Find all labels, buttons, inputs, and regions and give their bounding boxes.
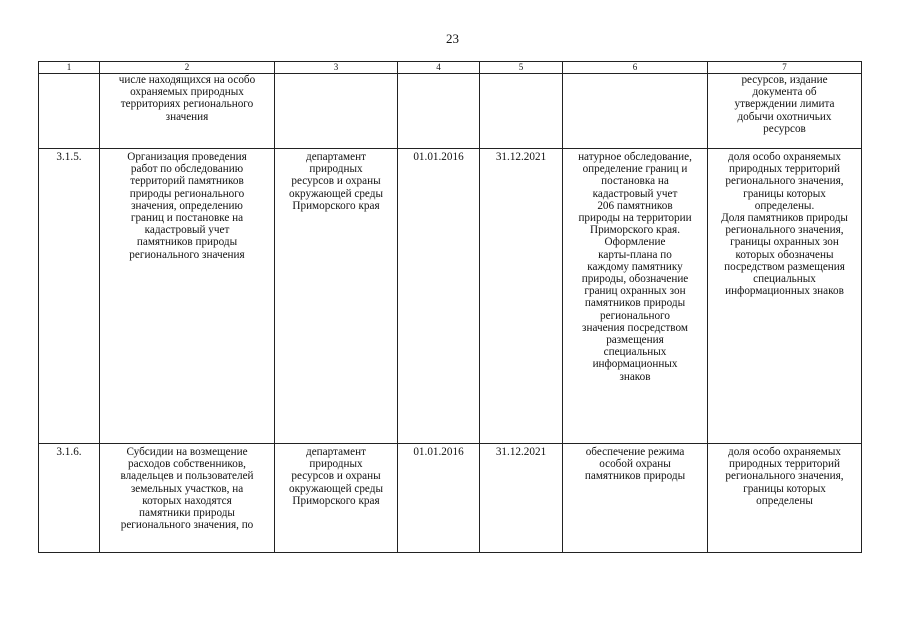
- table-row: [39, 149, 862, 444]
- cell-line: карты-плана по: [598, 248, 672, 261]
- indicator: [708, 444, 862, 553]
- cell-line: природных: [309, 458, 363, 471]
- cell-line: добычи охотничьих: [737, 110, 832, 123]
- page-number: 23: [446, 31, 459, 46]
- cell-line: значения: [165, 110, 209, 123]
- measure-name: [100, 444, 275, 553]
- column-number: 7: [708, 62, 862, 74]
- cell-line: кадастровый учет: [144, 224, 230, 237]
- cell-line: ресурсов и охраны: [291, 470, 381, 483]
- end-date: 31.12.2021: [480, 149, 563, 444]
- cell-line: земельных участков, на: [130, 482, 244, 495]
- table-row: [39, 74, 862, 149]
- cell-line: границ охранных зон: [584, 285, 686, 298]
- cell-line: утверждении лимита: [734, 98, 835, 111]
- column-number: 4: [398, 62, 480, 74]
- cell-line: природных: [309, 163, 363, 176]
- cell-line: территорий памятников: [130, 175, 244, 188]
- cell-line: регионального значения,: [725, 470, 844, 483]
- responsible-executor: [275, 74, 398, 149]
- end-date: 31.12.2021: [480, 444, 563, 553]
- cell-line: регионального значения,: [725, 175, 844, 188]
- cell-line: расходов собственников,: [128, 458, 246, 471]
- cell-line: природы, обозначение: [581, 273, 689, 286]
- row-number: 3.1.6.: [39, 444, 100, 553]
- cell-line: определены.: [754, 199, 815, 212]
- expected-result: [563, 444, 708, 553]
- cell-line: регионального значения, по: [120, 519, 254, 532]
- cell-line: специальных: [603, 346, 667, 359]
- cell-line: Оформление: [604, 236, 666, 249]
- indicator: [708, 149, 862, 444]
- cell-line: особой охраны: [599, 458, 671, 471]
- cell-line: кадастровый учет: [592, 187, 678, 200]
- expected-result: [563, 74, 708, 149]
- cell-line: доля особо охраняемых: [728, 151, 841, 163]
- cell-line: Приморского края.: [590, 224, 680, 237]
- measures-table: [38, 61, 862, 553]
- cell-line: окружающей среды: [289, 482, 383, 495]
- cell-line: границы которых: [743, 187, 826, 200]
- column-number: 1: [39, 62, 100, 74]
- cell-line: регионального значения: [129, 248, 245, 261]
- indicator: [708, 74, 862, 149]
- cell-line: 206 памятников: [597, 199, 673, 212]
- cell-line: знаков: [619, 370, 651, 383]
- cell-line: владельцев и пользователей: [120, 470, 254, 483]
- cell-line: границы которых: [743, 482, 826, 495]
- cell-line: границ и постановке на: [130, 212, 244, 225]
- row-number: 3.1.5.: [39, 149, 100, 444]
- responsible-executor: [275, 149, 398, 444]
- cell-line: каждому памятнику: [587, 260, 683, 273]
- expected-result: [563, 149, 708, 444]
- cell-line: значения посредством: [582, 321, 688, 334]
- column-number: 5: [480, 62, 563, 74]
- column-number: 6: [563, 62, 708, 74]
- cell-line: ресурсов, издание: [741, 74, 828, 86]
- cell-line: специальных: [753, 273, 816, 286]
- cell-line: работ по обследованию: [130, 163, 244, 176]
- column-number: 2: [100, 62, 275, 74]
- measure-name: [100, 149, 275, 444]
- cell-line: Приморского края: [292, 199, 380, 212]
- cell-line: обеспечение режима: [585, 446, 685, 458]
- column-number: 3: [275, 62, 398, 74]
- measure-name: [100, 74, 275, 149]
- end-date: [480, 74, 563, 149]
- column-number-row: [39, 62, 862, 74]
- cell-line: информационных знаков: [725, 285, 844, 298]
- cell-line: ресурсов и охраны: [291, 175, 381, 188]
- cell-line: документа об: [752, 86, 817, 99]
- cell-line: которых обозначены: [735, 248, 834, 261]
- cell-line: территориях регионального: [120, 98, 254, 111]
- responsible-executor: [275, 444, 398, 553]
- table-row: [39, 444, 862, 553]
- cell-line: регионального значения,: [725, 224, 844, 237]
- cell-line: посредством размещения: [724, 260, 845, 273]
- cell-line: Приморского края: [292, 494, 380, 507]
- cell-line: определение границ и: [582, 163, 688, 176]
- cell-line: природных территорий: [729, 163, 840, 176]
- cell-line: регионального: [600, 309, 670, 322]
- cell-line: природы регионального: [129, 187, 245, 200]
- cell-line: памятников природы: [584, 470, 686, 483]
- cell-line: департамент: [306, 151, 366, 163]
- cell-line: Доля памятников природы: [721, 212, 848, 225]
- cell-line: границы охранных зон: [730, 236, 839, 249]
- start-date: [398, 74, 480, 149]
- start-date: 01.01.2016: [398, 444, 480, 553]
- cell-line: природных территорий: [729, 458, 840, 471]
- cell-line: департамент: [306, 446, 366, 458]
- cell-line: определены: [756, 494, 813, 507]
- cell-line: числе находящихся на особо: [118, 74, 256, 86]
- cell-line: значения, определению: [131, 199, 243, 212]
- cell-line: информационных: [592, 358, 678, 371]
- cell-line: Субсидии на возмещение: [126, 446, 248, 458]
- cell-line: доля особо охраняемых: [728, 446, 841, 458]
- cell-line: которых находятся: [142, 494, 232, 507]
- cell-line: размещения: [606, 334, 664, 347]
- cell-line: природы на территории: [578, 212, 692, 225]
- cell-line: охраняемых природных: [130, 86, 244, 99]
- cell-line: ресурсов: [763, 122, 806, 135]
- row-number: [39, 74, 100, 149]
- cell-line: памятников природы: [584, 297, 686, 310]
- cell-line: памятники природы: [139, 507, 235, 520]
- cell-line: памятников природы: [136, 236, 238, 249]
- cell-line: окружающей среды: [289, 187, 383, 200]
- cell-line: Организация проведения: [127, 151, 247, 163]
- cell-line: постановка на: [601, 175, 669, 188]
- cell-line: натурное обследование,: [578, 151, 692, 163]
- start-date: 01.01.2016: [398, 149, 480, 444]
